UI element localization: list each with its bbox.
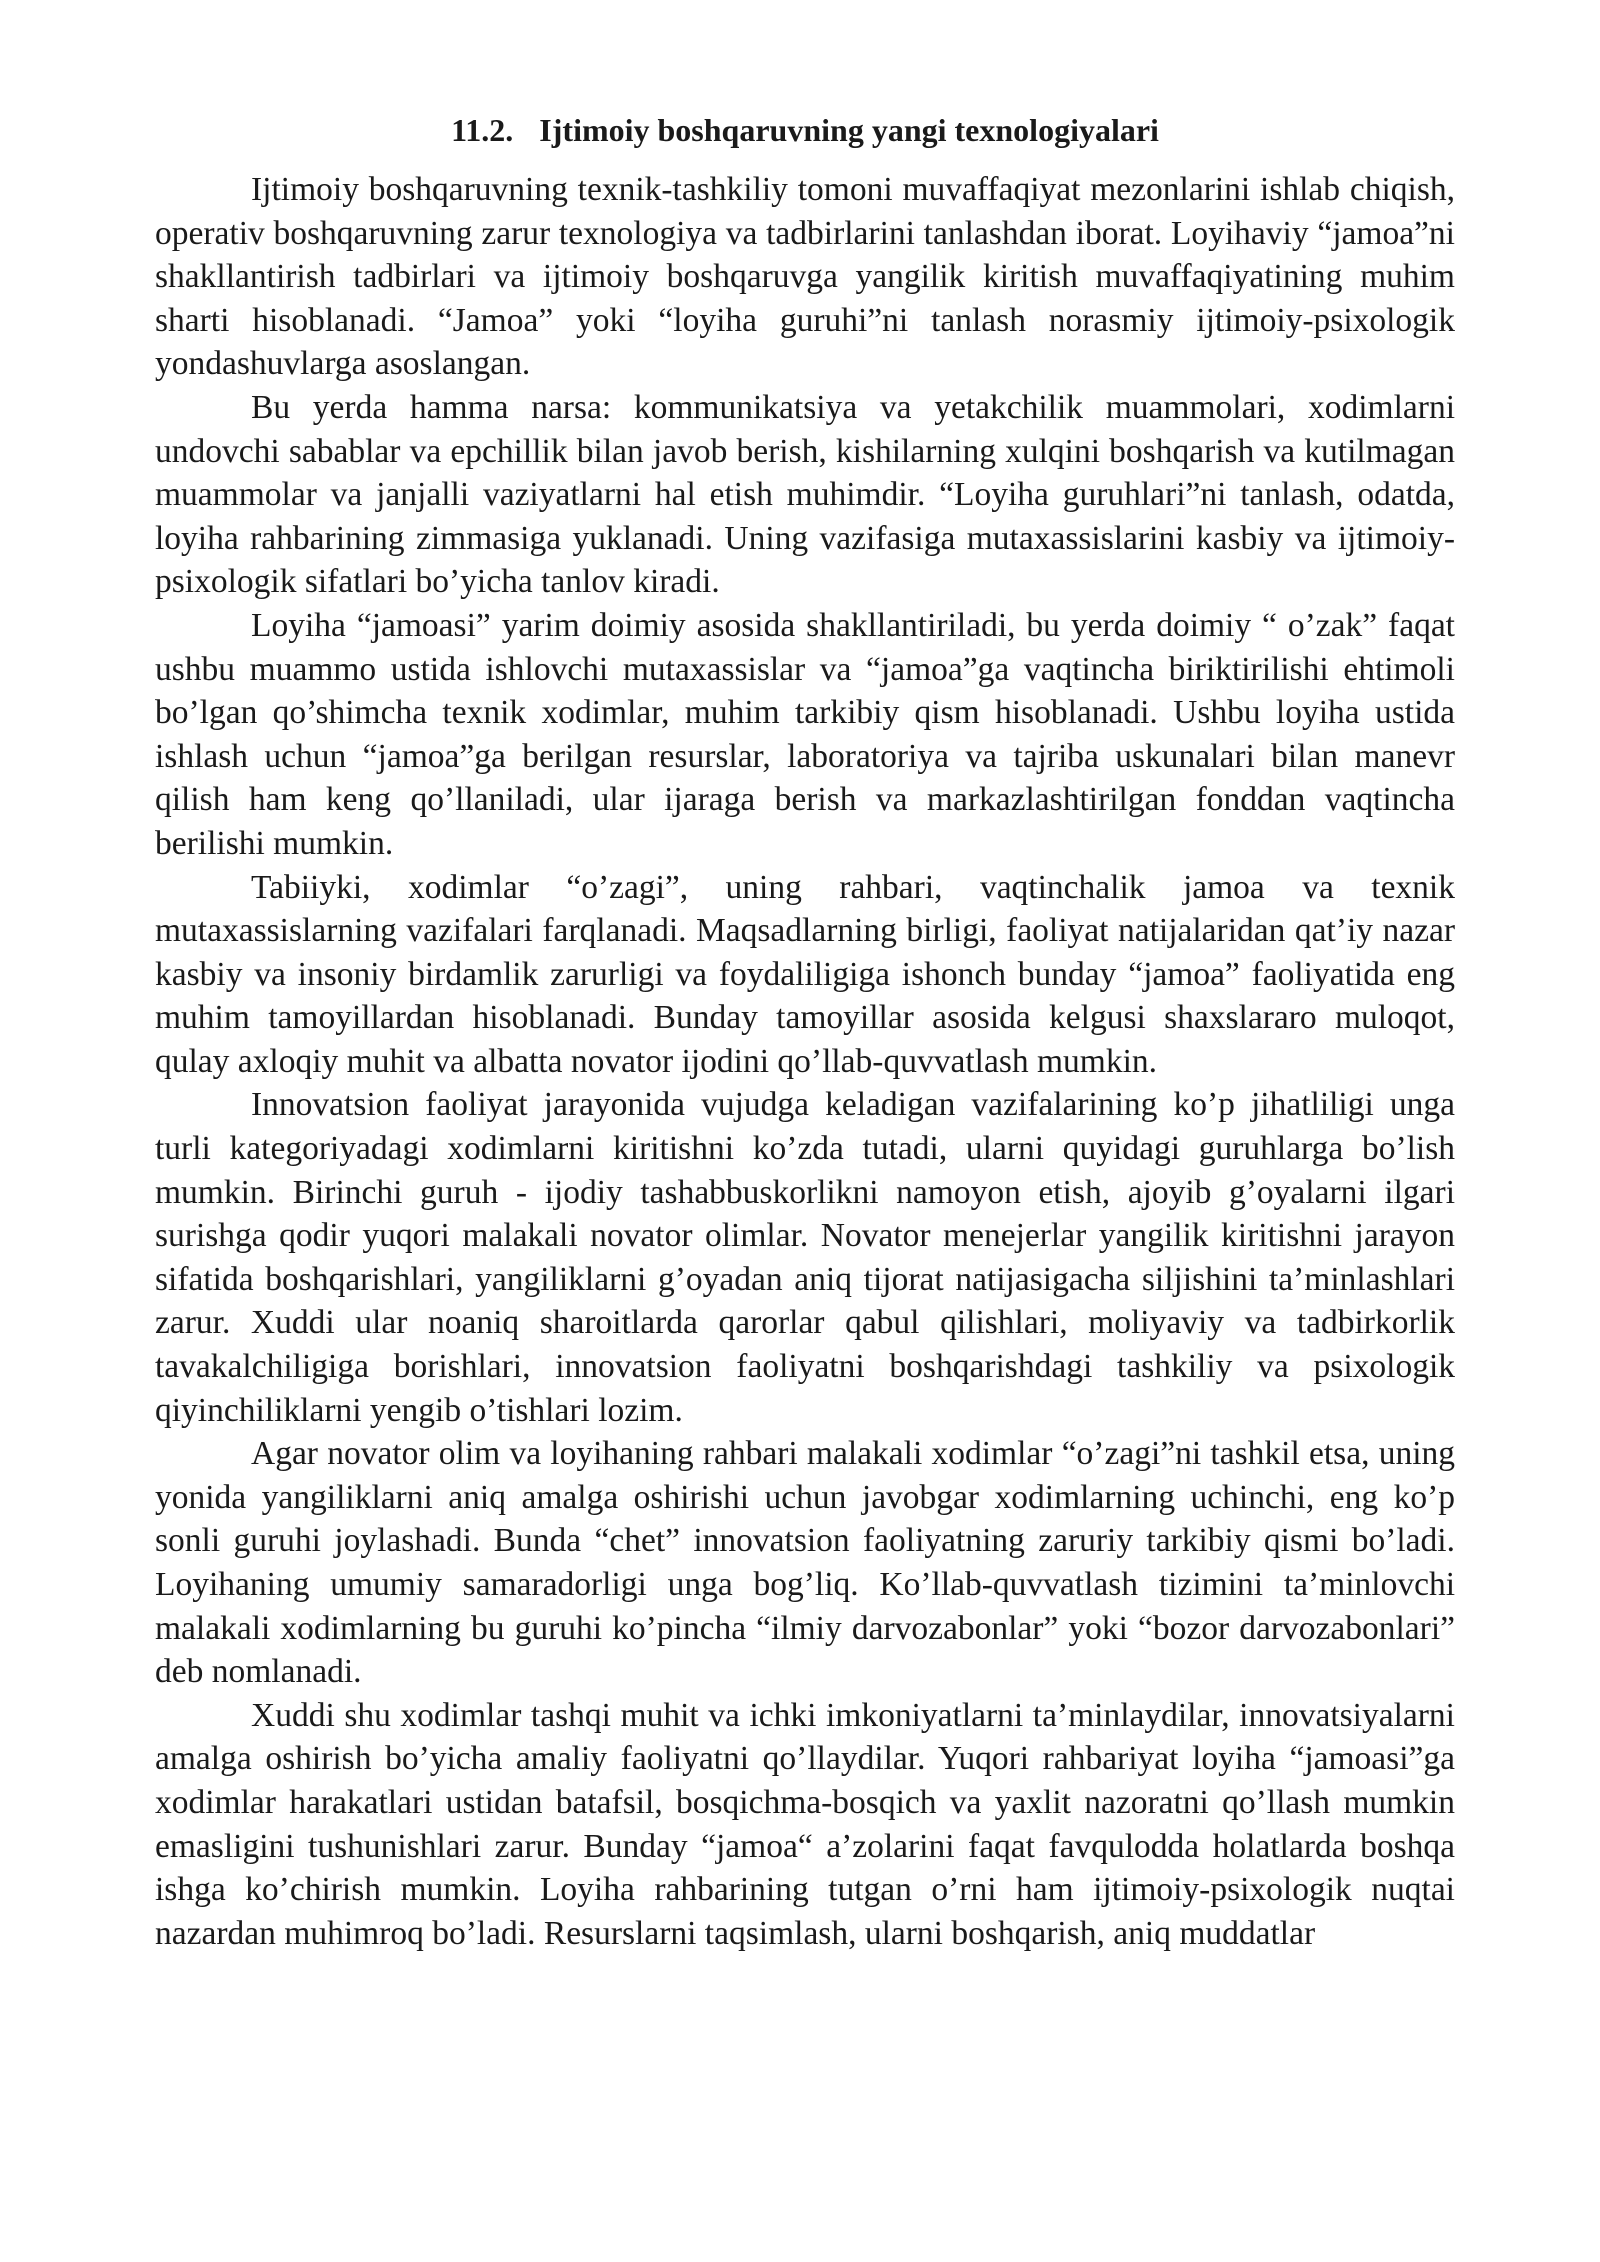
- section-number: 11.2.: [451, 112, 514, 148]
- paragraph-1: Ijtimoiy boshqaruvning texnik-tashkiliy tomoni muvaffaqiyat mezonlarini ishlab chiqish, operativ boshqaruvning zarur texnologiya va tadbirlarini tanlashdan iborat. Loyihaviy “jamoa”ni shakllantirish tadbirlari va ijtimoiy boshqaruvga yangilik kiritish muvaffaqiyatining muhim sharti hisoblanadi. “Jamoa” yoki “loyiha guruhi”ni tanlash norasmiy ijtimoiy-psixologik yondashuvlarga asoslangan.: [155, 171, 1455, 383]
- paragraph-7: Xuddi shu xodimlar tashqi muhit va ichki imkoniyatlarni ta’minlaydilar, innovatsiyalarni amalga oshirish bo’yicha amaliy faoliyatni qo’llaydilar. Yuqori rahbariyat loyiha “jamoasi”ga xodimlar harakatlari ustidan batafsil, bosqichma-bosqich va yaxlit nazoratni qo’llash mumkin emasligini tushunishlari zarur. Bunday “jamoa“ a’zolarini faqat favqulodda holatlarda boshqa ishga ko’chirish mumkin. Loyiha rahbarining tutgan o’rni ham ijtimoiy-psixologik nuqtai nazardan muhimroq bo’ladi. Resurslarni taqsimlash, ularni boshqarish, aniq muddatlar: [155, 1696, 1455, 1952]
- paragraph-5: Innovatsion faoliyat jarayonida vujudga keladigan vazifalarining ko’p jihatliligi unga turli kategoriyadagi xodimlarni kiritishni ko’zda tutadi, ularni quyidagi guruhlarga bo’lish mumkin. Birinchi guruh - ijodiy tashabbuskorlikni namoyon etish, ajoyib g’oyalarni ilgari surishga qodir yuqori malakali novator olimlar. Novator menejerlar yangilik kiritishni jarayon sifatida boshqarishlari, yangiliklarni g’oyadan aniq tijorat natijasigacha siljishini ta’minlashlari zarur. Xuddi ular noaniq sharoitlarda qarorlar qabul qilishlari, moliyaviy va tadbirkorlik tavakalchiligiga borishlari, innovatsion faoliyatni boshqarishdagi tashkiliy va psixologik qiyinchiliklarni yengib o’tishlari lozim.: [155, 1086, 1455, 1429]
- section-heading: [155, 110, 1455, 150]
- section-title: Ijtimoiy boshqaruvning yangi texnologiyalari: [539, 112, 1159, 148]
- document-page: [155, 110, 1455, 1955]
- paragraph-6: Agar novator olim va loyihaning rahbari malakali xodimlar “o’zagi”ni tashkil etsa, uning yonida yangiliklarni aniq amalga oshirishi uchun javobgar xodimlarning uchinchi, eng ko’p sonli guruhi joylashadi. Bunda “chet” innovatsion faoliyatning zaruriy tarkibiy qismi bo’ladi. Loyihaning umumiy samaradorligi unga bog’liq. Ko’llab-quvvatlash tizimini ta’minlovchi malakali xodimlarning bu guruhi ko’pincha “ilmiy darvozabonlar” yoki “bozor darvozabonlari” deb nomlanadi.: [155, 1435, 1455, 1691]
- paragraph-3: Loyiha “jamoasi” yarim doimiy asosida shakllantiriladi, bu yerda doimiy “ o’zak” faqat ushbu muammo ustida ishlovchi mutaxassislar va “jamoa”ga vaqtincha biriktirilishi ehtimoli bo’lgan qo’shimcha texnik xodimlar, muhim tarkibiy qism hisoblanadi. Ushbu loyiha ustida ishlash uchun “jamoa”ga berilgan resurslar, laboratoriya va tajriba uskunalari bilan manevr qilish ham keng qo’llaniladi, ular ijaraga berish va markazlashtirilgan fonddan vaqtincha berilishi mumkin.: [155, 606, 1455, 862]
- paragraph-2: Bu yerda hamma narsa: kommunikatsiya va yetakchilik muammolari, xodimlarni undovchi sabablar va epchillik bilan javob berish, kishilarning xulqini boshqarish va kutilmagan muammolar va janjalli vaziyatlarni hal etish muhimdir. “Loyiha guruhlari”ni tanlash, odatda, loyiha rahbarining zimmasiga yuklanadi. Uning vazifasiga mutaxassislarini kasbiy va ijtimoiy-psixologik sifatlari bo’yicha tanlov kiradi.: [155, 388, 1455, 601]
- paragraph-4: Tabiiyki, xodimlar “o’zagi”, uning rahbari, vaqtinchalik jamoa va texnik mutaxassislarning vazifalari farqlanadi. Maqsadlarning birligi, faoliyat natijalaridan qat’iy nazar kasbiy va insoniy birdamlik zarurligi va foydaliligiga ishonch bunday “jamoa” faoliyatida eng muhim tamoyillardan hisoblanadi. Bunday tamoyillar asosida kelgusi shaxslararo muloqot, qulay axloqiy muhit va albatta novator ijodini qo’llab-quvvatlash mumkin.: [155, 868, 1455, 1080]
